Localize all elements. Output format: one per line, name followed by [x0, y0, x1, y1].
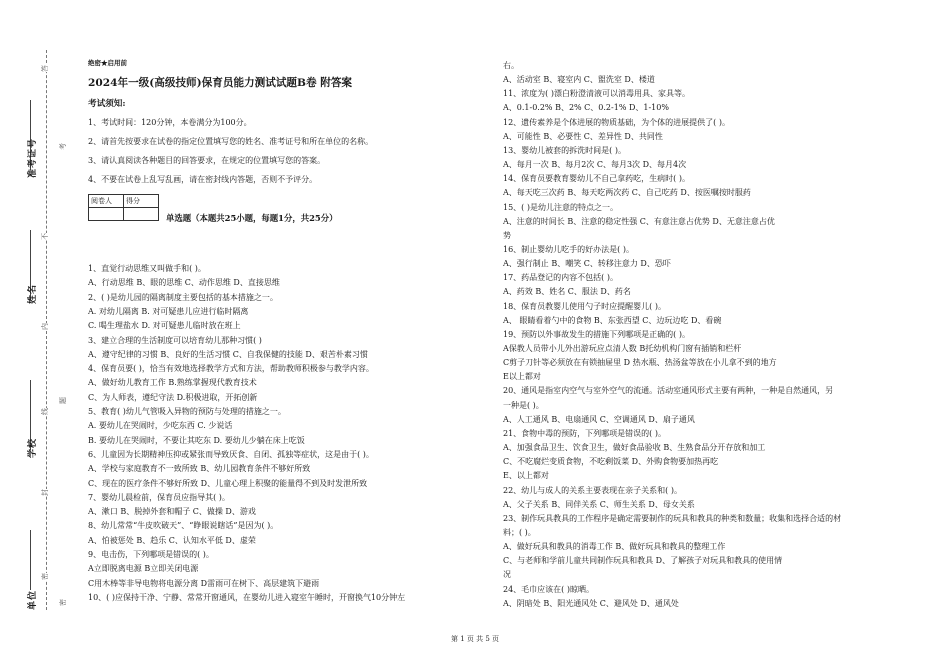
- unit-field: [30, 530, 32, 590]
- question-line: C、现在的医疗条件不够好所致 D、儿童心理上积聚的能量得不到及时发泄所致: [88, 478, 368, 488]
- question-line: 1、直觉行动思维又叫做手和( )。: [88, 264, 206, 273]
- question-line: 19、预防以外事故发生的措施下列哪项是正确的( )。: [503, 329, 690, 339]
- question-line: 13、婴幼儿被套的拆洗时间是( )。: [503, 145, 626, 155]
- question-line: A. 对幼儿隔离 B. 对可疑患儿应进行临时隔离: [88, 306, 249, 316]
- question-line: 况: [503, 570, 511, 580]
- seal-line: [46, 50, 47, 610]
- question-line: C. 喝生理盐水 D. 对可疑患儿临时放在班上: [88, 321, 241, 331]
- instruction-item: 2、请首先按要求在试卷的指定位置填写您的姓名、准考证号和所在单位的名称。: [88, 137, 374, 146]
- unit-label: 单位: [28, 589, 38, 610]
- question-line: 12、遗传素养是个体进展的物质基础，为个体的进展提供了( )。: [503, 117, 730, 127]
- question-line: E、以上都对: [503, 471, 549, 481]
- question-line: A、可能性 B、必要性 C、差异性 D、共同性: [503, 131, 663, 141]
- question-line: 8、幼儿常常“牛皮吹破天”、“睁眼说瞎话”是因为( )。: [88, 521, 279, 531]
- seal-mark: 线: [41, 408, 49, 415]
- reviewer-blank: [89, 208, 124, 221]
- question-line: 势: [503, 230, 511, 240]
- question-line: A、每天吃三次药 B、每天吃两次药 C、自己吃药 D、按医嘱按时服药: [503, 188, 751, 198]
- question-line: C用木棒等非导电物将电源分离 D雷雨可在树下、高层建筑下避雨: [88, 578, 320, 588]
- question-line: A、做好幼儿教育工作 B.熟练掌握现代教育技术: [88, 378, 257, 388]
- seal-mark: 不: [41, 233, 49, 240]
- question-line: A. 要幼儿在哭闹时，少吃东西 C. 少说话: [88, 421, 233, 431]
- question-line: A立即脱离电源 B立即关闭电源: [88, 564, 199, 574]
- question-line: 20、通风是指室内空气与室外空气的流通。活动室通风形式主要有两种，一种是自然通风，另: [503, 386, 834, 396]
- question-line: C、为人师表，遵纪守法 D.积极进取，开拓创新: [88, 392, 258, 402]
- question-line: A、每月一次 B、每月2次 C、每月3次 D、每月4次: [503, 160, 687, 170]
- question-line: A保教人员带小儿外出游玩应点清人数 B托幼机构门窗有插销和栏杆: [503, 344, 742, 353]
- question-line: A、学校与家庭教育不一致所致 B、幼儿园教育条件不够好所致: [88, 464, 311, 474]
- question-line: E以上都对: [503, 372, 541, 382]
- score-blank: [124, 208, 159, 221]
- question-line: 24、毛巾应该在( )晾晒。: [503, 584, 594, 594]
- question-line: 5、教育( )幼儿气管吸入异物的预防与处理的措施之一。: [88, 407, 286, 416]
- question-line: 16、制止婴幼儿吃手的好办法是( )。: [503, 244, 634, 254]
- instruction-item: 3、请认真阅读各种题目的回答要求，在规定的位置填写您的答案。: [88, 156, 326, 165]
- seal-mark: 封: [41, 489, 49, 496]
- question-line: C剪子刀针等必须放在有锁抽屉里 D 热水瓶、热汤盆等放在小儿拿不到的地方: [503, 358, 777, 368]
- question-line: 7、婴幼儿晨检前，保育员应指导其( )。: [88, 492, 230, 502]
- question-line: A、怕被惩处 B、趋乐 C、认知水平低 D、虚荣: [88, 535, 256, 545]
- question-line: 17、药品登记的内容不包括( )。: [503, 273, 618, 283]
- page-footer: 第 1 页 共 5 页: [450, 635, 500, 643]
- question-line: 右。: [503, 61, 519, 70]
- confidential-mark: 绝密★启用前: [88, 59, 127, 67]
- question-line: A、父子关系 B、同伴关系 C、师生关系 D、母女关系: [503, 499, 695, 509]
- question-line: 4、保育员要( )，恰当有效地选择教学方式和方法，帮助教师积极参与教学内容。: [88, 364, 374, 374]
- question-line: 3、建立合理的生活制度可以培育幼儿那种习惯( ): [88, 335, 262, 345]
- page-title: 2024年一级(高级技师)保育员能力测试试题B卷 附答案: [88, 77, 353, 89]
- question-line: 11、浓度为( )漂白粉澄清液可以消毒用具、家具等。: [503, 89, 690, 99]
- school-label: 学校: [28, 437, 38, 458]
- question-line: C、与老师和学前儿童共同制作玩具和教具 D、了解孩子对玩具和教具的使用情: [503, 556, 783, 566]
- binding-strip: [0, 0, 70, 671]
- question-line: 2、( )是幼儿园的隔离制度主要包括的基本措施之一。: [88, 292, 278, 302]
- question-line: 23、制作玩具教具的工作程序是确定需要制作的玩具和教具的种类和数量；收集和选择合适的材: [503, 513, 842, 523]
- name-label: 姓名: [28, 283, 38, 304]
- seal-mark: 内: [41, 323, 49, 330]
- section-heading: 单选题（本题共25小题，每题1分，共25分）: [166, 213, 338, 223]
- instruction-item: 4、不要在试卷上乱写乱画，请在密封线内答题，否则不予评分。: [88, 175, 318, 184]
- inner-mark: 题: [59, 397, 67, 404]
- question-line: 21、食物中毒的预防，下列哪项是错误的( )。: [503, 428, 666, 438]
- question-line: A、加强食品卫生、饮食卫生，做好食品验收 B、生熟食品分开存放和加工: [503, 443, 766, 453]
- question-line: A、注意的时间长 B、注意的稳定性强 C、有意注意占优势 D、无意注意占优: [503, 216, 775, 226]
- question-line: A、人工通风 B、电扇通风 C、空调通风 D、扇子通风: [503, 414, 695, 424]
- question-line: 14、保育员要教育婴幼儿不自己拿药吃，生病时( )。: [503, 174, 690, 184]
- question-line: A、活动室 B、寝室内 C、盥洗室 D、楼道: [503, 75, 655, 85]
- question-line: A、 眼睛看着勺中的食物 B、东张西望 C、边玩边吃 D、看碗: [503, 315, 722, 325]
- question-line: 9、电击伤，下列哪项是错误的( )。: [88, 550, 214, 559]
- question-line: A、强行制止 B、嘲笑 C、转移注意力 D、恐吓: [503, 259, 671, 269]
- instructions-heading: 考试须知:: [88, 99, 126, 109]
- question-line: 料；( )。: [503, 527, 536, 537]
- question-line: C、不吃腐烂变质食物，不吃剩饭菜 D、外购食物要加热再吃: [503, 457, 719, 467]
- seal-mark: 密: [41, 573, 49, 580]
- instruction-item: 1、考试时间：120分钟，本卷满分为100分。: [88, 118, 252, 127]
- question-line: A、做好玩具和教具的消毒工作 B、做好玩具和教具的整理工作: [503, 542, 726, 552]
- question-line: B. 要幼儿在哭闹时，不要让其吃东 D. 要幼儿少躺在床上吃饭: [88, 435, 305, 445]
- question-line: 一种是( )。: [503, 400, 544, 410]
- question-line: 10、( )应保持干净、宁静、常常开窗通风，在婴幼儿进入寝室午睡时，开窗换气10分钟左: [88, 592, 406, 602]
- question-line: A、阴暗处 B、阳光通风处 C、避风处 D、通风处: [503, 598, 679, 608]
- question-line: 18、保育员教婴儿使用勺子时应提醒婴儿( )。: [503, 301, 666, 311]
- score-table: [88, 194, 159, 221]
- seal-mark: 答: [41, 65, 49, 72]
- question-line: 15、( )是幼儿注意的特点之一。: [503, 202, 618, 212]
- question-line: 6、儿童因为长期精神压抑或紧张而导致厌食、自闭、孤独等症状，这是由于( )。: [88, 449, 374, 459]
- question-line: A、遵守纪律的习惯 B、良好的生活习惯 C、自我保健的技能 D、艰苦朴素习惯: [88, 349, 368, 359]
- question-line: A、漱口 B、脱掉外套和帽子 C、做操 D、游戏: [88, 507, 256, 517]
- candidate-no-label: 准考证号: [28, 137, 38, 178]
- question-line: A、药效 B、姓名 C、服法 D、药名: [503, 287, 631, 297]
- question-line: A、行动思维 B、眼的思维 C、动作思维 D、直接思维: [88, 278, 280, 288]
- question-line: 22、幼儿与成人的关系主要表现在亲子关系和( )。: [503, 485, 682, 495]
- inner-mark: 考: [59, 143, 67, 150]
- score-cell: 得分: [124, 195, 159, 208]
- inner-mark: 密: [59, 599, 67, 606]
- question-line: A、0.1-0.2% B、2% C、0.2-1% D、1-10%: [503, 103, 669, 113]
- reviewer-cell: 阅卷人: [89, 195, 124, 208]
